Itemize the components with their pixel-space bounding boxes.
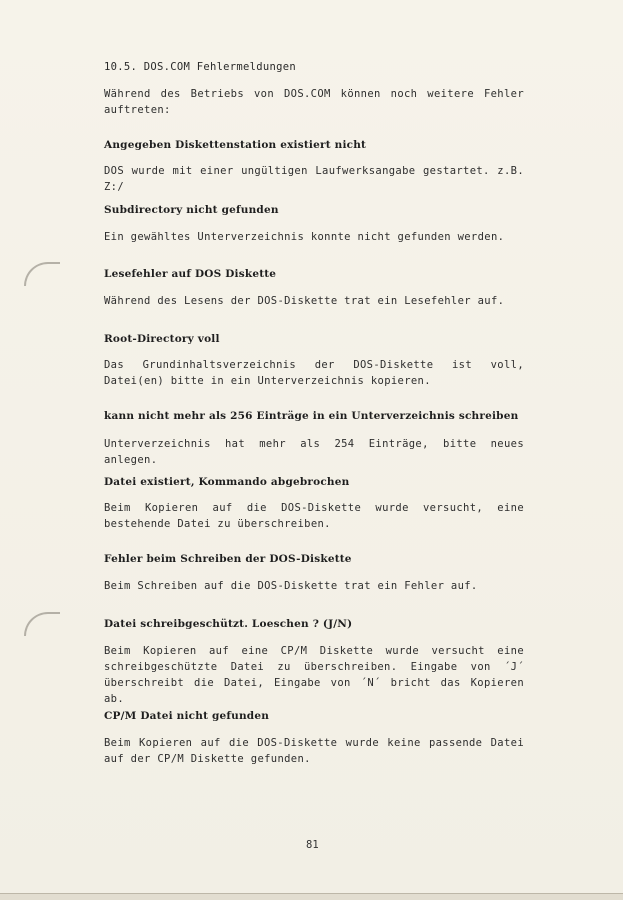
error-title: Angegeben Diskettenstation existiert nicht [104, 139, 367, 151]
page-number: 81 [306, 839, 319, 851]
error-description: Das Grundinhaltsverzeichnis der DOS-Diskette ist voll, Datei(en) bitte in ein Unterverzeichnis kopieren. [104, 359, 524, 387]
error-description: Beim Schreiben auf die DOS-Diskette trat ein Fehler auf. [104, 580, 478, 592]
error-description: Beim Kopieren auf die DOS-Diskette wurde keine passende Datei auf der CP/M Diskette gefunden. [104, 737, 524, 765]
section-heading: 10.5. DOS.COM Fehlermeldungen [104, 61, 297, 73]
error-title: kann nicht mehr als 256 Einträge in ein Unterverzeichnis schreiben [104, 410, 519, 422]
error-title: Datei existiert, Kommando abgebrochen [104, 476, 350, 488]
error-title: Lesefehler auf DOS Diskette [104, 268, 277, 280]
error-title: CP/M Datei nicht gefunden [104, 710, 270, 722]
error-description: Ein gewähltes Unterverzeichnis konnte nicht gefunden werden. [104, 231, 505, 243]
error-description: Beim Kopieren auf eine CP/M Diskette wurde versucht eine schreibgeschützte Datei zu überschreiben. Eingabe von ´J´ überschreibt die Datei, Eingabe von ´N´ bricht das Kopieren ab. [104, 645, 524, 705]
intro-paragraph: Während des Betriebs von DOS.COM können noch weitere Fehler auftreten: [104, 88, 524, 116]
error-title: Datei schreibgeschützt. Loeschen ? (J/N) [104, 618, 353, 630]
error-title: Root-Directory voll [104, 333, 220, 345]
error-description: DOS wurde mit einer ungültigen Laufwerksangabe gestartet. z.B. Z:/ [104, 165, 524, 193]
error-description: Während des Lesens der DOS-Diskette trat ein Lesefehler auf. [104, 295, 505, 307]
error-title: Subdirectory nicht gefunden [104, 204, 279, 216]
error-title: Fehler beim Schreiben der DOS-Diskette [104, 553, 352, 565]
error-description: Unterverzeichnis hat mehr als 254 Einträge, bitte neues anlegen. [104, 438, 524, 466]
punch-hole-mark [24, 262, 60, 286]
error-description: Beim Kopieren auf die DOS-Diskette wurde versucht, eine bestehende Datei zu überschreiben. [104, 502, 524, 530]
punch-hole-mark [24, 612, 60, 636]
